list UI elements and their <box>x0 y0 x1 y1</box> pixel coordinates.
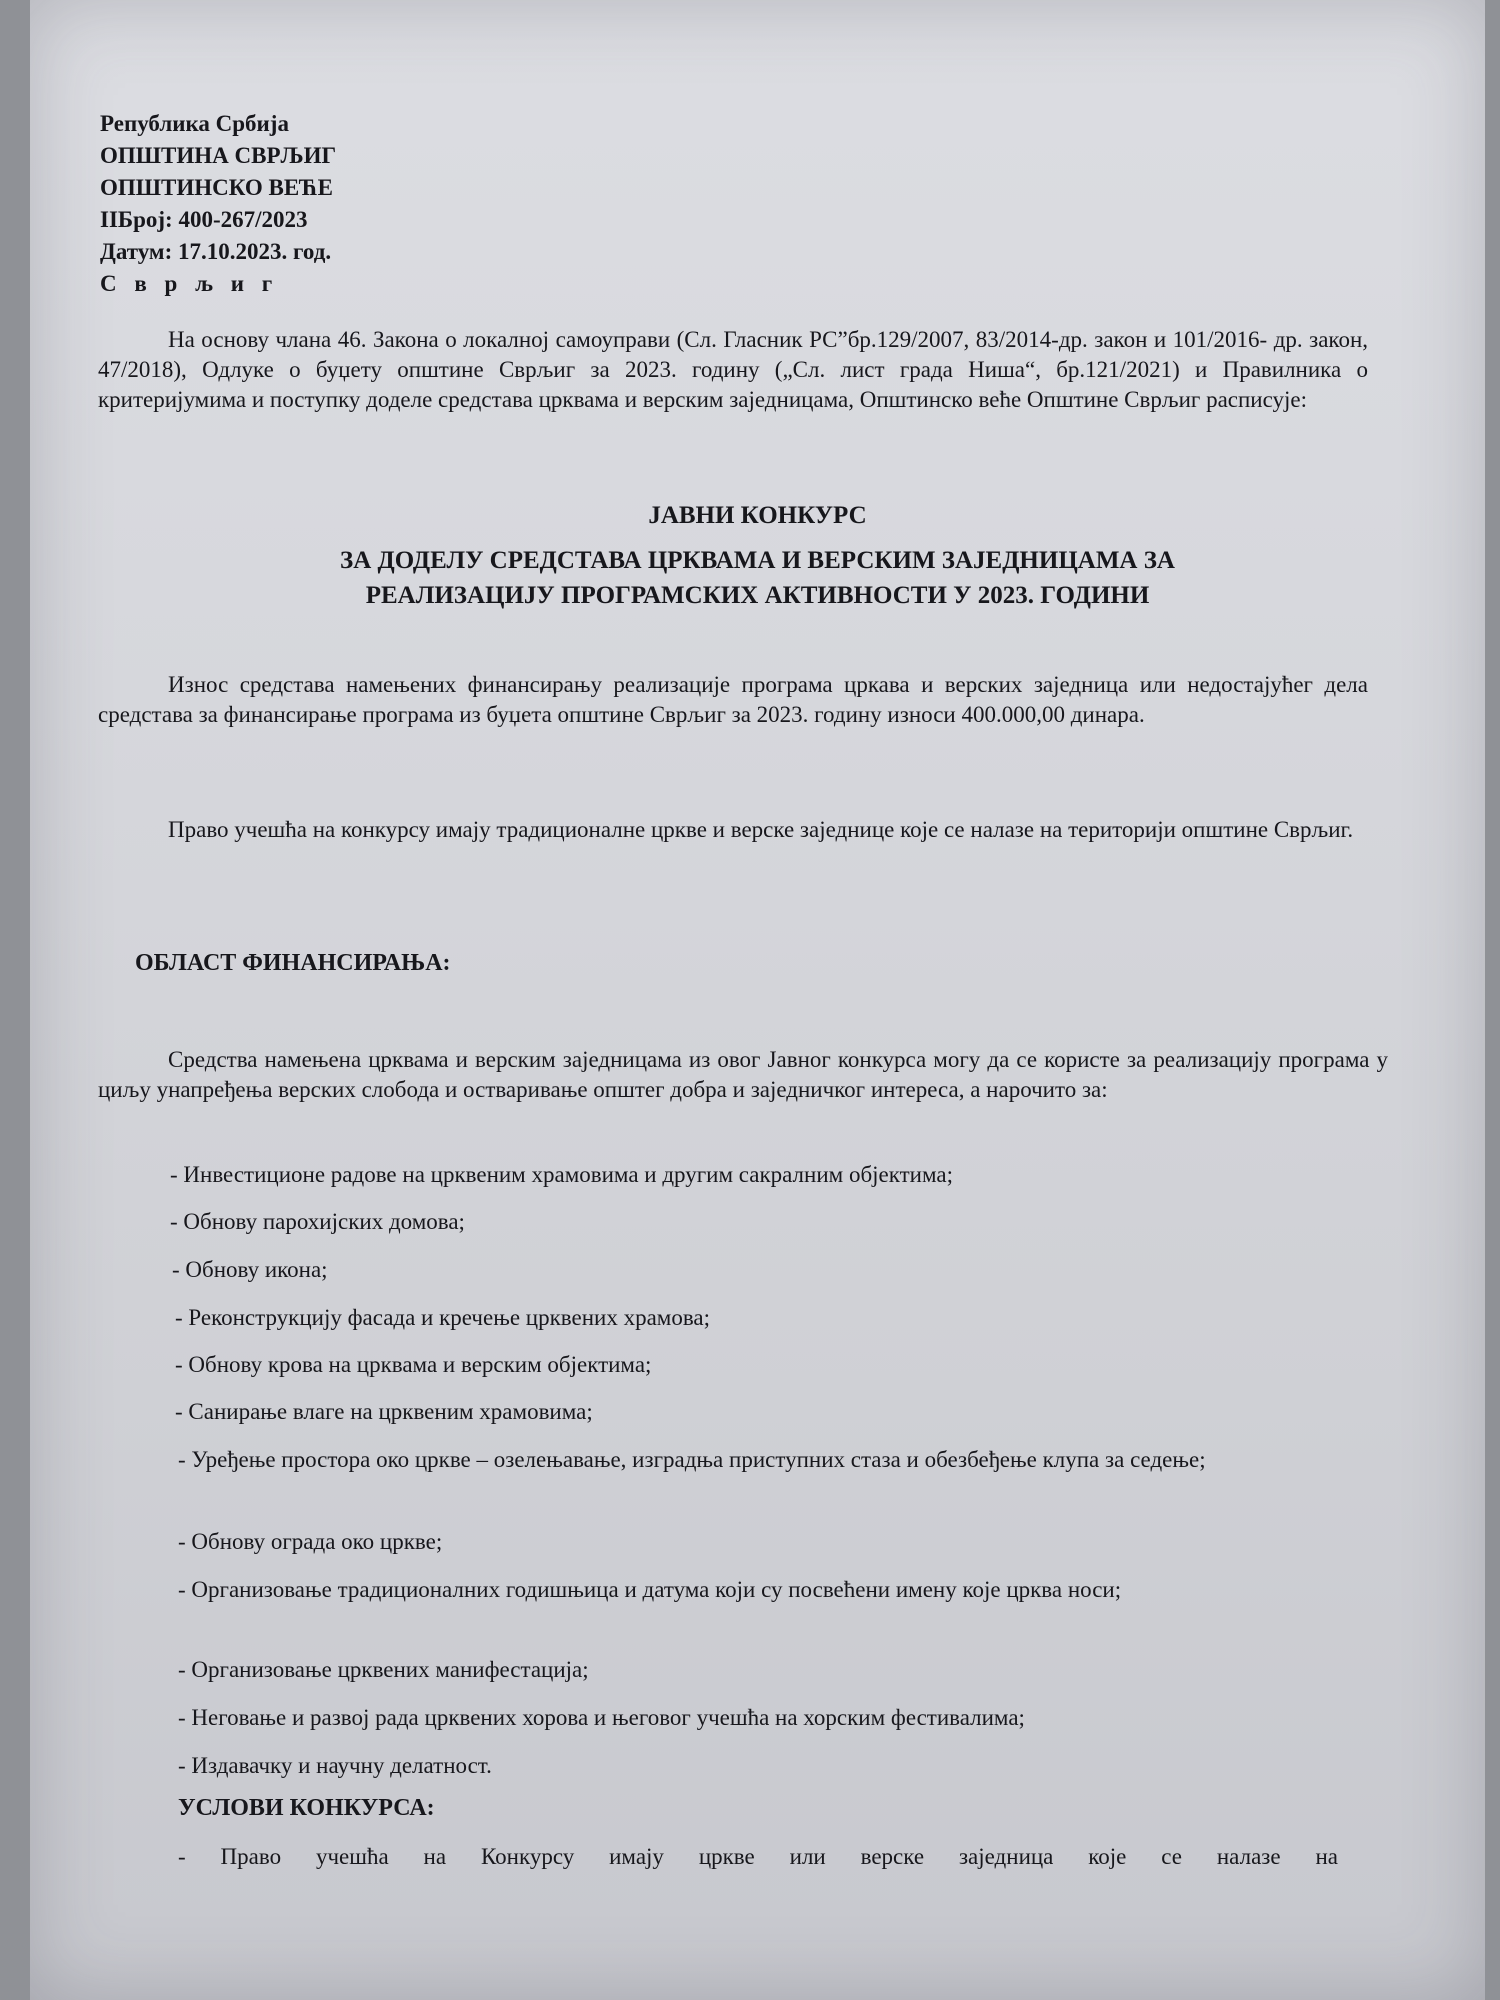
area-heading: ОБЛАСТ ФИНАНСИРАЊА: <box>135 950 451 976</box>
eligibility-paragraph: Право учешћа на конкурсу имају традиционалне цркве и верске заједнице које се налазе на територији општине Сврљиг. <box>168 817 1354 842</box>
list-item: - Неговање и развој рада црквених хорова и његовог учешћа на хорским фестивалима; <box>178 1705 1025 1730</box>
header-reference-number: IIБрој: 400-267/2023 <box>100 207 308 232</box>
list-item: - Обнову крова на црквама и верским објектима; <box>175 1352 652 1377</box>
area-paragraph: Средства намењена црквама и верским заједницама из овог Јавног конкурса могу да се користе за реализацију програма у циљу унапређења верских слобода и остваривање општег добра и заједничког интереса, а нарочито за: <box>98 1047 1388 1102</box>
list-item: - Уређење простора око цркве – озелењавање, изградња приступних стаза и обезбеђење клупа за седење; <box>178 1447 1206 1472</box>
amount-paragraph: Износ средстава намењених финансирању реализације програма цркава и верских заједница или недостајућег дела средстава за финансирање програма из буџета општине Сврљиг за 2023. годину износи 400.000,00 динара. <box>98 672 1368 727</box>
header-council: ОПШТИНСКО ВЕЋЕ <box>100 175 333 200</box>
conditions-heading: УСЛОВИ КОНКУРСА: <box>178 1795 435 1821</box>
list-item: - Организовање црквених манифестација; <box>178 1657 589 1682</box>
conditions-item: - Право учешћа на Конкурсу имају цркве или верске заједница које се налазе на <box>178 1844 1338 1869</box>
list-item: - Организовање традиционалних годишњица и датума који су посвећени имену које црква носи; <box>178 1577 1122 1602</box>
list-item: - Санирање влаге на црквеним храмовима; <box>175 1399 593 1424</box>
header-municipality: ОПШТИНА СВРЉИГ <box>100 143 337 168</box>
header-place: С в р љ и г <box>100 271 279 296</box>
document-subtitle-line2: РЕАЛИЗАЦИЈУ ПРОГРАМСКИХ АКТИВНОСТИ У 2023. ГОДИНИ <box>365 582 1150 609</box>
list-item: - Обнову ограда око цркве; <box>178 1529 443 1554</box>
list-item: - Обнову икона; <box>172 1257 328 1282</box>
list-item: - Обнову парохијских домова; <box>170 1209 465 1234</box>
list-item: - Инвестиционе радове на црквеним храмовима и другим сакралним објектима; <box>170 1162 953 1187</box>
intro-paragraph: На основу члана 46. Закона о локалној самоуправи (Сл. Гласник РС”бр.129/2007, 83/2014-др. закон и 101/2016- др. закон, 47/2018), Одлуке о буџету општине Сврљиг за 2023. годину („Сл. лист града Ниша“, бр.121/2021) и Правилника о критеријумима и поступку доделе средстава црквама и верским заједницама, Општинско веће Општине Сврљиг расписује: <box>98 327 1368 412</box>
document-subtitle-line1: ЗА ДОДЕЛУ СРЕДСТАВА ЦРКВАМА И ВЕРСКИМ ЗАЈЕДНИЦАМА ЗА <box>340 547 1175 574</box>
list-item: - Реконструкцију фасада и кречење црквених храмова; <box>175 1305 710 1330</box>
list-item: - Издавачку и научну делатност. <box>178 1753 492 1778</box>
header-date: Датум: 17.10.2023. год. <box>100 239 332 264</box>
document-page <box>30 0 1485 2000</box>
header-country: Република Србија <box>100 111 289 136</box>
document-header <box>100 108 336 300</box>
document-title: ЈАВНИ КОНКУРС <box>648 502 867 529</box>
